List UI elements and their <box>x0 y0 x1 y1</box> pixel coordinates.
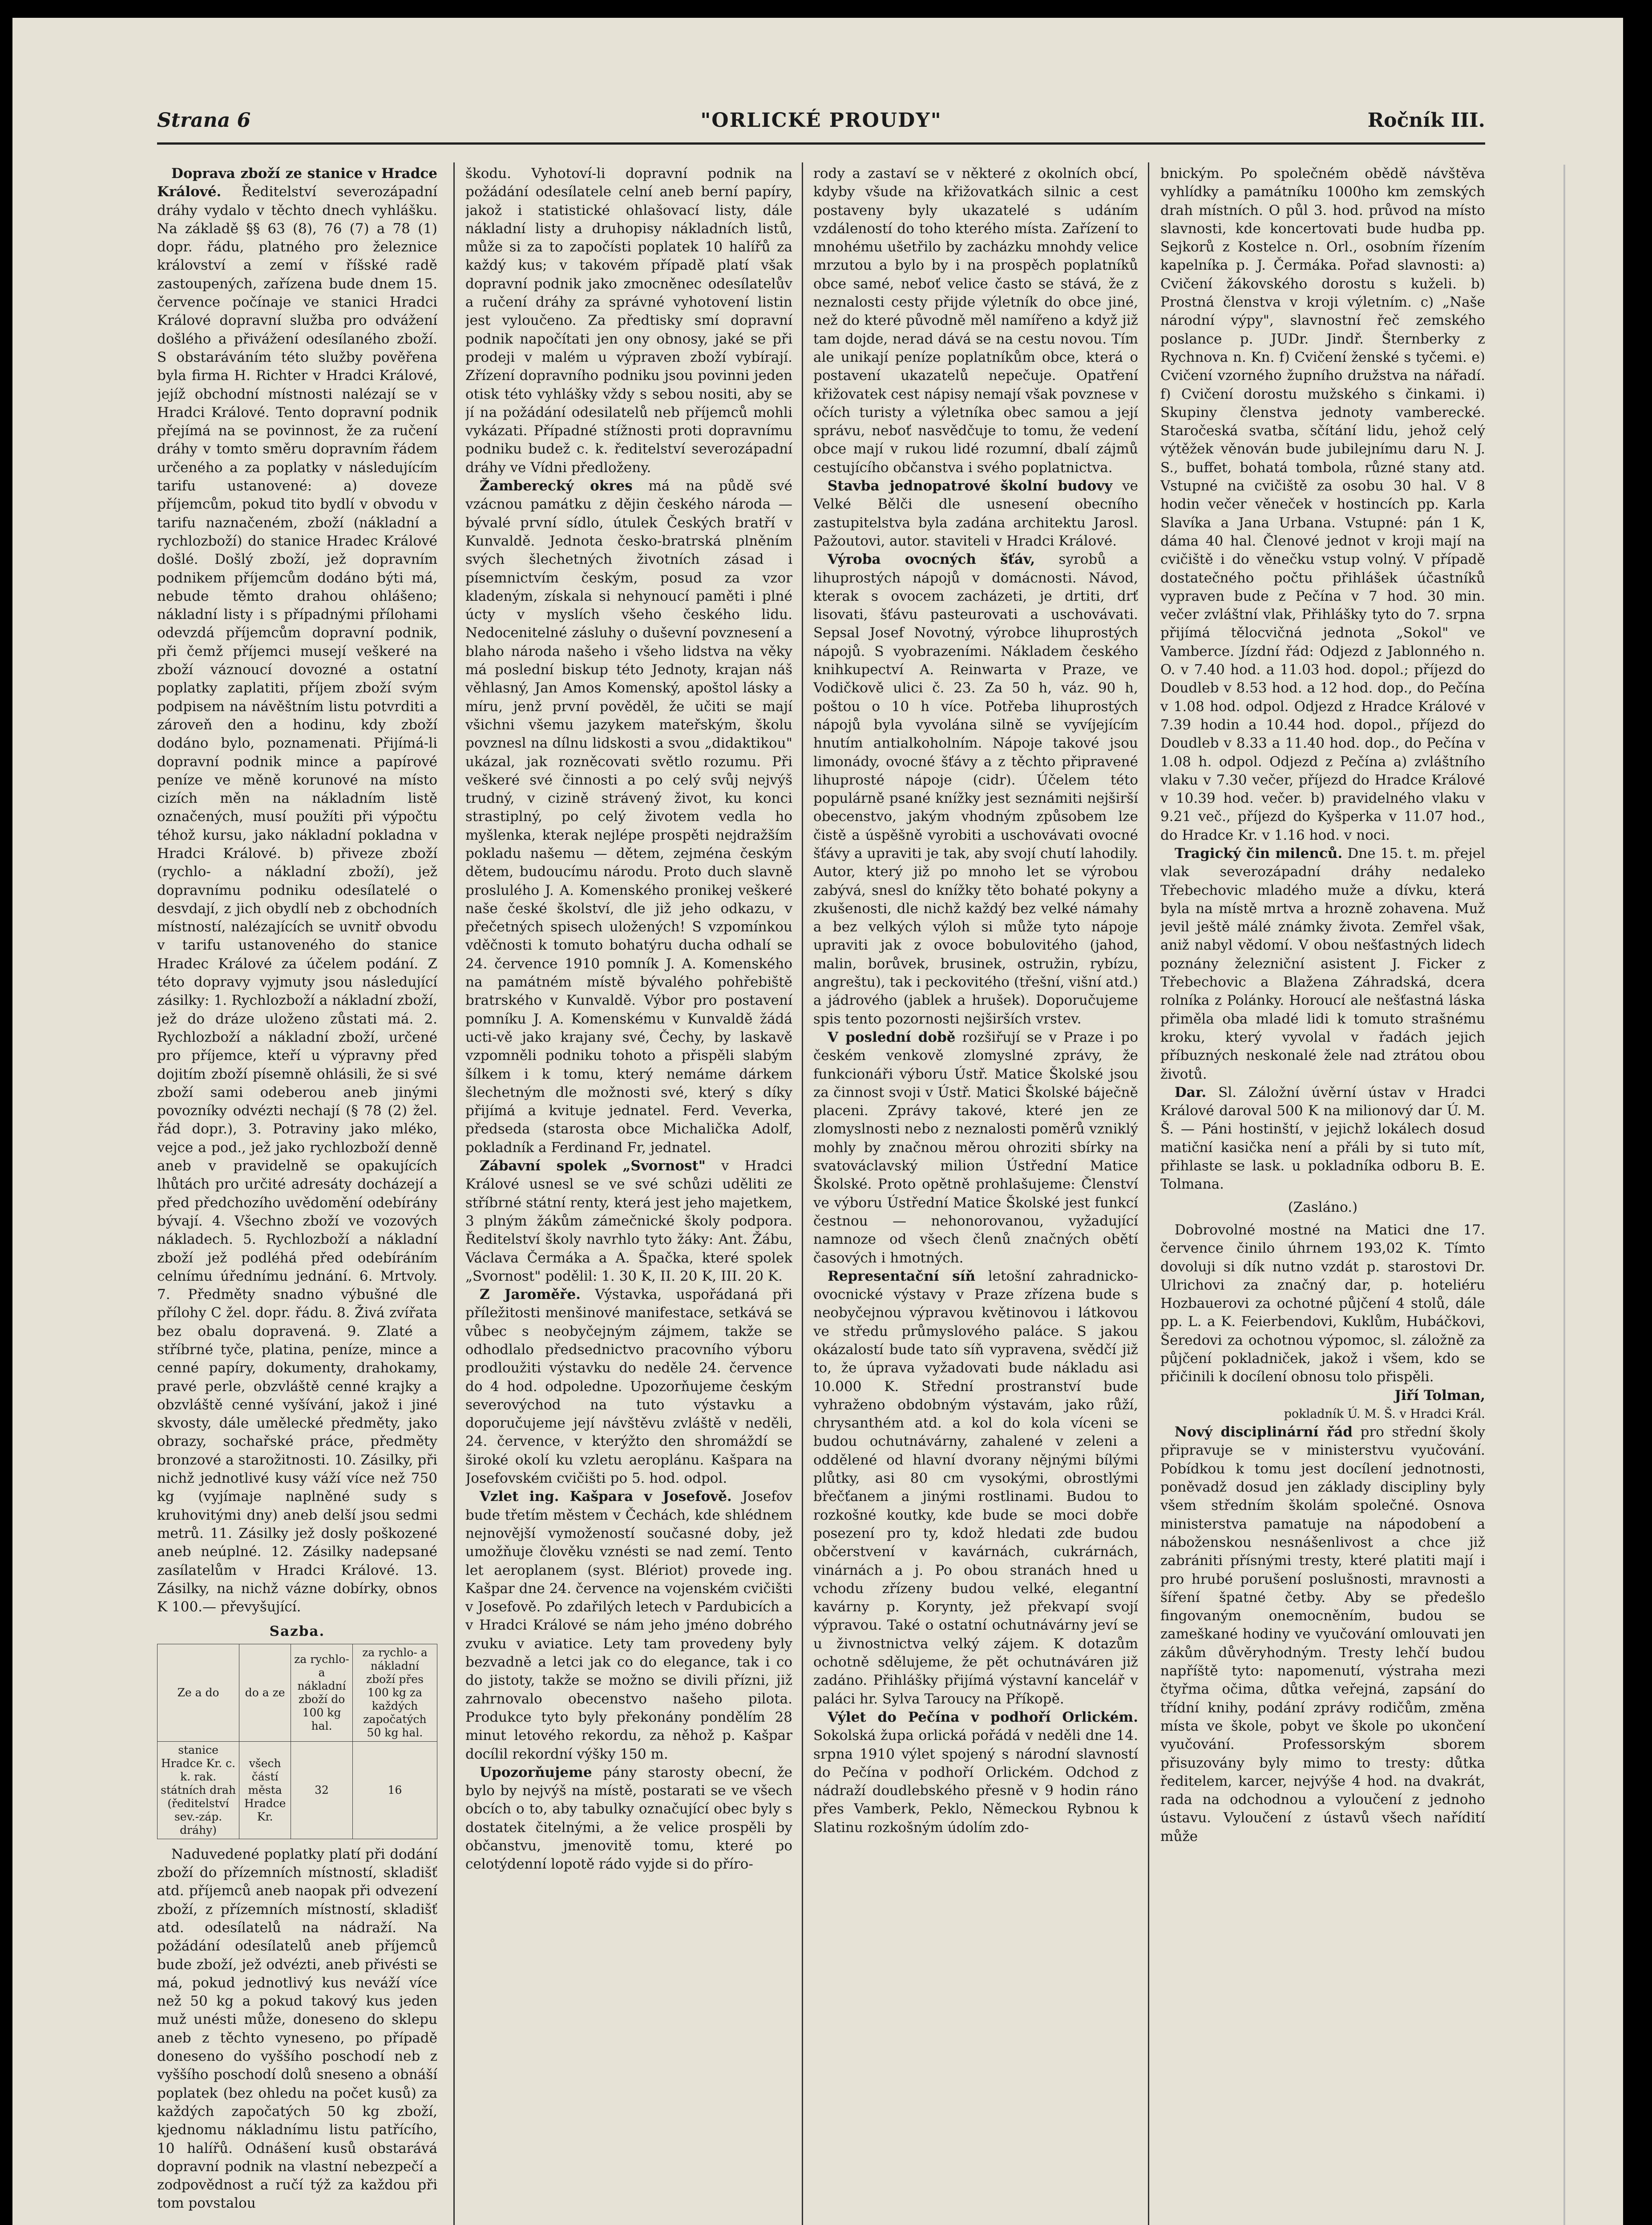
article-discipline <box>1160 1423 1485 1846</box>
article-text: Sl. Záložní úvěrní ústav v Hradci Králové daroval 500 K na milionový dar Ú. M. Š. — Páni hostinští, v jejichž lokálech dosud matiční kasička není a přáli by si tuto mít, přihlaste se lask. u pokladníka odboru B. E. Tolmana. <box>1160 1084 1485 1193</box>
article-text: rozšiřují se v Praze i po českém venkově zlomyslné zprávy, že funkcionáři výboru Ústř. Matice Školské jsou za činnost svoji v Ústř. Matici Školské báječně placeni. Zprávy takové, které jen ze zlomyslnosti nebo z neznalosti poměrů vzniklý mohly by značnou měrou ohroziti sbírky na svatováclavský milion Ústřední Matice Školské. Proto opětně prohlašujeme: Členství ve výboru Ústřední Matice Školské jest funkcí čestnou — nehonorovanou, vyžadující namnoze od všech členů značných obětí časových i hmotných. <box>813 1029 1138 1266</box>
article-heading: Žamberecký okres <box>480 478 633 494</box>
table-cell: 32 <box>291 1741 353 1839</box>
tariff-table <box>157 1644 437 1839</box>
article-school-building <box>813 477 1138 550</box>
article-heading: Doprava zboží ze stanice v Hradce Králové. <box>157 166 437 200</box>
table-header: Ze a do <box>158 1644 239 1741</box>
article-text: Josefov bude třetím městem v Čechách, kde shlédnem nejnovější vymožeností současné doby, jež umožňuje člověku vznésti se nad zemí. Tento let aeroplanem (syst. Blériot) provede ing. Kašpar dne 24. července na vojenském cvičišti v Josefově. Po zdařilých letech v Pardubicích a v Hradci Králové se nám jeho jméno dobrého zvuku v aviatice. Lety tam provedeny byly bezvadně a letci jak co do elegance, tak i co do jistoty, takže se možno se divili přízni, již zahrnovalo obecenstvo našeho pilota. Produkce tyto byly překonány pondělím 28 minut letového rekordu, za něhož p. Kašpar docílil rekordní výšky 150 m. <box>465 1489 792 1762</box>
article-heading: Representační síň <box>828 1268 976 1284</box>
article-fruit-juice <box>813 550 1138 1028</box>
article-heading: Vzlet ing. Kašpara v Josefově. <box>480 1489 732 1505</box>
article-recent-news <box>813 1028 1138 1267</box>
article-svornost <box>465 1157 792 1286</box>
article-heading: V poslední době <box>828 1029 956 1045</box>
column-rule <box>1148 162 1149 2225</box>
column-rule <box>802 162 803 2225</box>
article-text: Ředitelství severozápadní dráhy vydalo v těchto dnech vyhlášku. Na základě §§ 63 (8), 76 (7) a 78 (1) dopr. řádu, platného pro železnice království a zemí v říšské radě zastoupených, zařízena bude dnem 15. července počínaje ve stanici Hradci Králové dopravní služba pro odvážení došlého a přivážení odesílaného zboží. S obstaráváním této služby pověřena byla firma H. Richter v Hradci Králové, jejíž obchodní místnosti nalézají se v Hradci Králové. Tento dopravní podnik přejímá na se povinnost, že za ručení dráhy v tomto směru dopravním řádem určeného a za poplatky v následujícím tarifu ustanovené: a) doveze příjemcům, pokud tito bydlí v obvodu v tarifu naznačeném, zboží (nákladní a rychlozboží) do stanice Hradec Králové došlé. Došlý zboží, jež dopravním podnikem příjemcům dodáno býti má, nebude těmto drahou ohlášeno; nákladní listy i s případnými přílohami odevzdá příjemcům dopravní podnik, při čemž příjemci musejí veškeré na zboží váznoucí dovozné a ostatní poplatky zaplatiti, příjem zboží svým podpisem na návěštním listu potvrditi a zároveň den a hodinu, kdy zboží dodáno bylo, poznamenati. Přijímá-li dopravní podnik mince a papírové peníze ve měně korunové na místo cizích měn na nákladním listě označených, musí použíti při výpočtu téhož kursu, jako nákladní pokladna v Hradci Králové. b) přiveze zboží (rychlo- a nákladní zboží), jež dopravnímu podniku odesílatelé o desvdají, z jich obydlí neb z obchodních místností, nalézajících se uvnitř obvodu v tarifu ustanoveného do stanice Hradec Králové za účelem podání. Z této dopravy vyjmuty jsou následující zásilky: 1. Rychlozboží a nákladní zboží, jež do dráze uloženo zůstati má. 2. Rychlozboží a nákladní zboží, určené pro příjemce, kteří u výpravny před dojitím zboží písemně ohlásili, že si své zboží sami odeberou aneb jinými povozníky odvézti nechají (§ 78 (2) žel. řád dopr.), 3. Potraviny jako mléko, vejce a pod., jež jako rychlozboží denně aneb v pravidelně se opakujících lhůtách pro určité adresáty docházejí a před předchozího uvědomění odebírány bývají. 4. Všechno zboží ve vozových nákladech. 5. Rychlozboží a nákladní zboží jež podléhá před odebíráním celnímu úřednímu jednání. 6. Mrtvoly. 7. Předměty snadno výbušné dle přílohy C žel. dopr. řádu. 8. Živá zvířata bez obalu dopravená. 9. Zlaté a stříbrné tyče, platina, peníze, mince a cenné papíry, dokumenty, drahokamy, pravé perle, obzvláště cenné krajky a obzvláště cenné vyšívání, jakož i jiné skvosty, dále umělecké předměty, jako obrazy, sochařské práce, předměty bronzové a starožitnosti. 10. Zásilky, při nichž jednotlivé kusy váží více než 750 kg (vyjímaje naplněné sudy s kruhovitými dny) aneb delší jsou sedmi metrů. 11. Zásilky jež dosly poškozené aneb neúplné. 12. Zásilky nadepsané zasílatelům v Hradci Králové. 13. Zásilky, na nichž vázne dobírky, obnos K 100.— převyšující. <box>157 184 437 1615</box>
article-text: bnickým. Po společném obědě návštěva vyhlídky a památníku 1000ho km zemských drah místních. O půl 3. hod. průvod na místo slavnosti, kde koncertovati bude hudba pp. Sejkorů z Kostelce n. Orl., osobním řízením kapelníka p. J. Čermáka. Pořad slavnosti: a) Cvičení žákovského dorostu s kuželi. b) Prostná členstva v kroji výletním. c) „Naše národní výpy", slavnostní řeč zemského poslance p. JUDr. Jindř. Šternberky z Rychnova n. Kn. f) Cvičení ženské s tyčemi. e) Cvičení vzorného župního družstva na nářadí. f) Cvičení dorostu mužského s činkami. i) Skupiny členstva jednoty vamberecké. Staročeská svatba, sčítání lidu, jehož celý výtěžek věnován bude jubilejnímu daru N. J. S., buffet, bohatá tombola, různé stany atd. Vstupné na cvičiště za osobu 30 hal. V 8 hodin večer věneček v hostincích pp. Karla Slavíka a Jana Urbana. Vstupné: pán 1 K, dáma 40 hal. Členové jednot v kroji mají na cvičiště i do věnečku vstup volný. V případě dostatečného počtu přihlášek účastníků vypraven bude z Pečína v 7 hod. 30 min. večer zvláštní vlak, Přihlášky tyto do 7. srpna přijímá tělocvičná jednota „Sokol" ve Vamberce. Jízdní řád: Odjezd z Jablonného n. O. v 7.40 hod. a 11.03 hod. dopol.; příjezd do Doudleb v 8.53 hod. a 12 hod. dop., do Pečína v 1.08 hod. odpol. Odjezd z Hradce Králové v 7.39 hodin a 10.44 hod. dopol., příjezd do Doudleb v 8.33 a 11.40 hod. dop., do Pečína v 1.08 h. odpol. Odjezd z Pečína a) zvláštního vlaku v 7.30 večer, příjezd do Hradce Králové v 10.39 hod. večer. b) pravidelného vlaku v 9.21 več., příjezd do Kyšperka v 11.07 hod., do Hradce Kr. v 1.16 hod. v noci. <box>1160 166 1485 843</box>
article-exhibition-hall <box>813 1267 1138 1708</box>
article-text: pány starosty obecní, že bylo by nejvýš na místě, postarati se ve všech obcích o to, aby tabulky označující obec byly s dostatek čitelnými, a že velice prospěli by občanstvu, jmenovitě tomu, které po celotýdenní lopotě rádo vyjde si do příro- <box>465 1764 792 1873</box>
newspaper-title: "ORLICKÉ PROUDY" <box>700 109 942 132</box>
article-text: v Hradci Králové usnesl se ve své schůzi uděliti ze stříbrné státní renty, která jest jeho majetkem, 3 plným žákům zámečnické školy podpora. Ředitelství školy navrhlo tyto žáky: Ant. Žábu, Václava Čermáka a A. Špačka, které spolek „Svornost" podělil: 1. 30 K, II. 20 K, III. 20 K. <box>465 1158 792 1284</box>
article-text: ve Velké Bělči dle usnesení obecního zastupitelstva byla zadána architektu Jarosl. Pažoutovi, autor. staviteli v Hradci Králové. <box>813 478 1138 549</box>
article-heading: Upozorňujeme <box>480 1764 592 1780</box>
article-text: syrobů a lihuprostých nápojů v domácnosti. Návod, kterak s ovocem zacházeti, je drtiti, drť lisovati, šťávu pasteurovati a uschovávati. Sepsal Josef Novotný, výrobce lihuprostých nápojů. S vyobrazeními. Nákladem českého knihkupectví A. Reinwarta v Praze, ve Vodičkově ulici č. 23. Za 50 h, váz. 90 h, poštou o 10 h více. Potřeba lihuprostých nápojů byla vyvolána silně se vyvíjejícím hnutím antialkoholním. Nápoje takové jsou limonády, ovocné šťávy a z těchto připravené lihuprosté nápoje (cidr). Účelem této populárně psané knížky jest seznámiti nejširší obecenstvo, jakým vhodným způsobem lze čistě a úspěšně vyrobiti a uschovávati ovocné šťávy a upraviti je tak, aby svojí chutí lahodily. Autor, který již po mnoho let se výrobou zabývá, snesl do knížky těto bohaté pokyny a zkušenosti, dle nichž každý bez velké námahy a bez velkých výloh si může tyto nápoje upraviti jak z ovoce bobulovitého (jahod, malin, borůvek, brusinek, ostružin, rybízu, angreštu), tak i peckovitého (třešní, višní atd.) a jádrového (jablek a hrušek). Doporučujeme spis tento pozornosti nejširších vrstev. <box>813 551 1138 1027</box>
article-tragic-lovers <box>1160 845 1485 1084</box>
table-cell: 16 <box>352 1741 437 1839</box>
article-heading: Dar. <box>1175 1084 1207 1100</box>
article-text: Sokolská župa orlická pořádá v neděli dne 14. srpna 1910 výlet spojený s národní slavností do Pečína v podhoří Orlickém. Odchod z nádraží doudlebského přesně v 9 hodin ráno přes Vamberk, Peklo, Německou Rybnou k Slatinu rozkošným údolím zdo- <box>813 1727 1138 1836</box>
table-cell: stanice Hradce Kr. c. k. rak. státních drah (ředitelství sev.-záp. dráhy) <box>158 1741 239 1839</box>
article-text: Dobrovolné mostné na Matici dne 17. července činilo úhrnem 193,02 K. Tímto dovoluji si dík nutno vzdát p. starostovi Dr. Ulrichovi za značný dar, p. hoteliéru Hozbauerovi za ochotné půjčení 4 stolů, dále pp. L. a K. Feierbendovi, Kuklům, Hubáčkovi, Šeredovi za ochotnou výpomoc, sl. záložně za půjčení pokladniček, jakož i všem, kdo se přičinili k docílení obnosu tolo přispěli. <box>1160 1222 1485 1385</box>
column-2 <box>465 165 792 2225</box>
column-3 <box>813 165 1138 2225</box>
article-heading: Tragický čin milenců. <box>1175 845 1343 862</box>
article-text: má na půdě své vzácnou památku z dějin českého národa — bývalé první sídlo, útulek Českých bratří v Kunvaldě. Jednota česko-bratrská plněním svých šlechetných životních zásad i písemnictvím českým, posud za vzor kladeným, získala si nehynoucí paměti i plné úcty v myslích všeho českého lidu. Nedocenitelné zásluhy o duševní povznesení a blaho národa našeho i všeho lidstva na věky má poslední biskup této Jednoty, krajan náš věhlasný, Jan Amos Komenský, apoštol lásky a míru, jenž první pověděl, že učiti se mají všichni všemu jazykem mateřským, školu povznesl na dílnu lidskosti a svou „didaktikou" ukázal, jak rozněcovati světlo rozumu. Při veškeré své činnosti a po celý svůj nejvýš trudný, v cizině strávený život, ku konci strastiplný, po celý životem vedla ho myšlenka, kterak nejlépe prospěti nejdražším pokladu našemu — dětem, zejména českým dětem, budoucímu národu. Proto duch slavně proslulého J. A. Komenského pronikej veškeré naše české školství, dle již jeho odkazu, v přečetných spisech uložených! S vzpomínkou vděčnosti k tomuto bohatýru ducha odhalí se 24. července 1910 pomník J. A. Komenského na památném místě bývalého pohřebiště bratrského v Kunvaldě. Výbor pro postavení pomníku J. A. Komenskému v Kunvaldě žádá ucti-vě jako krajany své, Čechy, by laskavě vzpomněli podniku tohoto a přispěli slabým šílkem i k tomu, který nemáme dárkem šlechetným dle možnosti své, který s díky přijímá a kvituje jednatel. Ferd. Veverka, předseda (starosta obce Michalička Adolf, pokladník a Ferdinand Fr, jednatel. <box>465 478 792 1156</box>
table-cell: všech částí města Hradce Kr. <box>239 1741 291 1839</box>
page-number: Strana 6 <box>157 109 251 132</box>
article-text: letošní zahradnicko-ovocnické výstavy v Praze zřízena bude s neobyčejnou výpravou květinovou i látkovou ve středu průmyslového paláce. S jakou okázalostí bude tato síň vypravena, svědčí již to, že úprava vyžadovati bude nákladu asi 10.000 K. Střední prostranství bude vyhraženo obdobným výstavám, jako růží, chrysanthém atd. a kol do kola víceni se budou ochutnávárny, zahalené v zeleni a oddělené od hlavní dvorany nějnými bílými plůtky, asi 80 cm vysokými, obrostlými břečťanem a jinými rostlinami. Budou to rozkošné koutky, kde bude se moci dobře posezení pro ty, kdož hledati zde budou občerstvení v kavárnách, cukrárnách, vinárnách a j. Po obou stranách hned u vchodu zřízeny budou velké, elegantní kavárny p. Korynty, jež překvapí svojí výpravou. Také o ostatní ochutnávárny jeví se u živnostnictva velký zájem. K dotazům ochotně sdělujeme, že pět ochutnáváren již zadáno. Přihlášky přijímá výstavní kancelář v paláci hr. Sylva Taroucy na Příkopě. <box>813 1268 1138 1707</box>
article-text: Výstavka, uspořádaná při příležitosti menšinové manifestace, setkává se vůbec s neobyčejným zájmem, takže se odhodlalo předsednictvo pracovního výboru prodloužiti výstavku do neděle 24. července do 4 hod. odpoledne. Upozorňujeme českým severovýchod na tuto výstavku a doporučujeme její návštěvu zvláště v neděli, 24. července, v kterýžto den shromáždí se široké okolí ku vzletu aeroplánu. Kašpara na Josefovském cvičišti po 5. hod. odpol. <box>465 1286 792 1487</box>
article-jaromer <box>465 1286 792 1488</box>
page-edge <box>1563 165 1565 2225</box>
article-text: škodu. Vyhotoví-li dopravní podnik na požádání odesílatele celní aneb berní papíry, jakož i statistické ohlašovací listy, dále nákladní listy a druhopisy nákladních listů, může si za to započísti poplatek 10 halířů za každý kus; v takovém případě platí však dopravní podnik jako zmocněnec odesílatelův a ručení dráhy za správné vyhotovení listin jest vyloučeno. Za předtisky smí dopravní podnik napočítati jen ony obnosy, jaké se při prodeji v malém u výpraven zboží vybírají. Zřízení dopravního podniku jsou povinni jeden otisk této vyhlášky vždy s sebou nositi, aby se jí na požádání odesilatelů neb příjemců mohli vykázati. Případné stížnosti proti dopravnímu podniku budež c. k. ředitelství severozápadní dráhy ve Vídni předloženy. <box>465 166 792 476</box>
article-text: rody a zastaví se v některé z okolních obcí, kdyby všude na křižovatkách silnic a cest postaveny byly ukazatelé s udáním vzdáleností do toho kterého místa. Zařízení to mnohému ušetřilo by zacházku mnohdy velice mrzutou a bylo by i na prospěch poplatníků obce samé, neboť velice často se stává, že z neznalosti cesty přijde výletník do obce jiné, než do které původně měl namířeno a když již tam dojde, nerad dává se na cestu novou. Tím ale unikají peníze poplatníkům obce, která o postavení ukazatelů nepečuje. Opatření křižovatek cest nápisy nemají však povznese v očích turisty a výletníka obec samou a její správu, neboť nasvědčuje to tomu, že vedení obce mají v rukou lidé rozumní, dbalí zájmů cestujícího občanstva i svého poplatnictva. <box>813 166 1138 476</box>
signature-role: pokladník Ú. M. Š. v Hradci Král. <box>1284 1407 1485 1421</box>
article-heading: Zábavní spolek „Svornost" <box>480 1158 706 1174</box>
column-1 <box>157 165 437 2225</box>
article-pecin-trip <box>813 1708 1138 1837</box>
article-kaspar-flight <box>465 1488 792 1763</box>
signature-text: Jiří Tolman, <box>1394 1387 1485 1404</box>
header-rule <box>157 142 1485 145</box>
newspaper-page <box>12 18 1623 2225</box>
article-notice <box>465 1764 792 1874</box>
article-donation <box>1160 1084 1485 1194</box>
column-rule <box>453 162 455 2225</box>
article-text: Naduvedené poplatky platí při dodání zboží do přízemních místností, skladišť atd. příjemců aneb naopak při odvezení zboží, z přízemních místností, skladišť atd. odesílatelů na nádraží. Na požádání odesílatelů aneb příjemců bude zboží, jež odvézti, aneb přivésti se má, pokud jednotlivý kus neváží více než 50 kg a pokud takový kus jeden muž unésti může, doneseno do sklepu aneb z těchto vyneseno, po případě doneseno do vyššího poschodí neb z vyššího poschodí dolů sneseno a obnáší poplatek (bez ohledu na počet kusů) za každých započatých 50 kg zboží, kjednomu nákladnímu listu patřícího, 10 halířů. Odnášení kusů obstarává dopravní podnik na vlastní nebezpečí a zodpovědnost a ručí týž za každou při tom povstalou <box>157 1846 437 2212</box>
article-freight-transport <box>157 165 437 1616</box>
article-heading: Z Jaroměře. <box>480 1286 581 1303</box>
article-heading: Výroba ovocných šťáv, <box>828 551 1035 568</box>
table-header: za rychlo- a nákladní zboží do 100 kg hal. <box>291 1644 353 1741</box>
volume-label: Ročník III. <box>1367 109 1485 132</box>
signature-name <box>1160 1387 1485 1405</box>
tariff-title: Sazba. <box>269 1623 325 1640</box>
table-header: do a ze <box>239 1644 291 1741</box>
article-zamberk <box>465 477 792 1157</box>
article-text: Dne 15. t. m. přejel vlak severozápadní dráhy nedaleko Třebechovic mladého muže a dívku, která byla na místě mrtva a hrozně zohavena. Muž jevil ještě málé známky života. Zemřel však, aniž nabyl vědomí. V obou nešťastných lidech poznány železniční asistent J. Ficker z Třebechovic a Blažena Záhradská, dcera rolníka z Polánky. Horoucí ale nešťastná láska přiměla oba mladé lidi k tomuto strašnému kroku, který vyvolal v řadách jejich příbuzných neskonalé žele nad ztrátou obou životů. <box>1160 845 1485 1082</box>
section-label: (Zasláno.) <box>1288 1199 1358 1215</box>
article-heading: Výlet do Pečína v podhoří Orlickém. <box>828 1709 1138 1725</box>
article-heading: Stavba jednopatrové školní budovy <box>828 478 1113 494</box>
page-header <box>157 109 1485 140</box>
article-text: pro střední školy připravuje se v ministerstvu vyučování. Pobídkou k tomu jest docílení jednotnosti, poněvadž dosud jen základy discipliny byly všem středním školám společné. Osnova ministerstva pamatuje na nápodobení a náboženskou nesnášenlivost a chce již zabrániti přísnými tresty, které platiti mají i pro hrubé porušení poslušnosti, mravnosti a šíření špatné četby. Aby se předešlo fingovaným onemocněním, budou se zameškané hodiny ve vyučování omlouvati jen zákům důvěryhodným. Tresty lehčí budou napříště tyto: napomenutí, výstraha mezi čtyřma očima, důtka veřejná, zapsání do třídní knihy, podání zprávy rodičům, změna místa ve škole, pobyt ve škole po ukončení vyučování. Professorským sborem přisuzovány byly mimo to tresty: důtka ředitelem, karcer, nejvýše 4 hod. na dvakrát, rada na odchodnou a vyloučení z jednoho ústavu. Vyloučení z ústavů všech nařídití může <box>1160 1424 1485 1845</box>
article-heading: Nový disciplinární řád <box>1175 1424 1353 1440</box>
column-4 <box>1160 165 1485 2225</box>
table-header: za rychlo- a nákladní zboží přes 100 kg za každých započatých 50 kg hal. <box>352 1644 437 1741</box>
